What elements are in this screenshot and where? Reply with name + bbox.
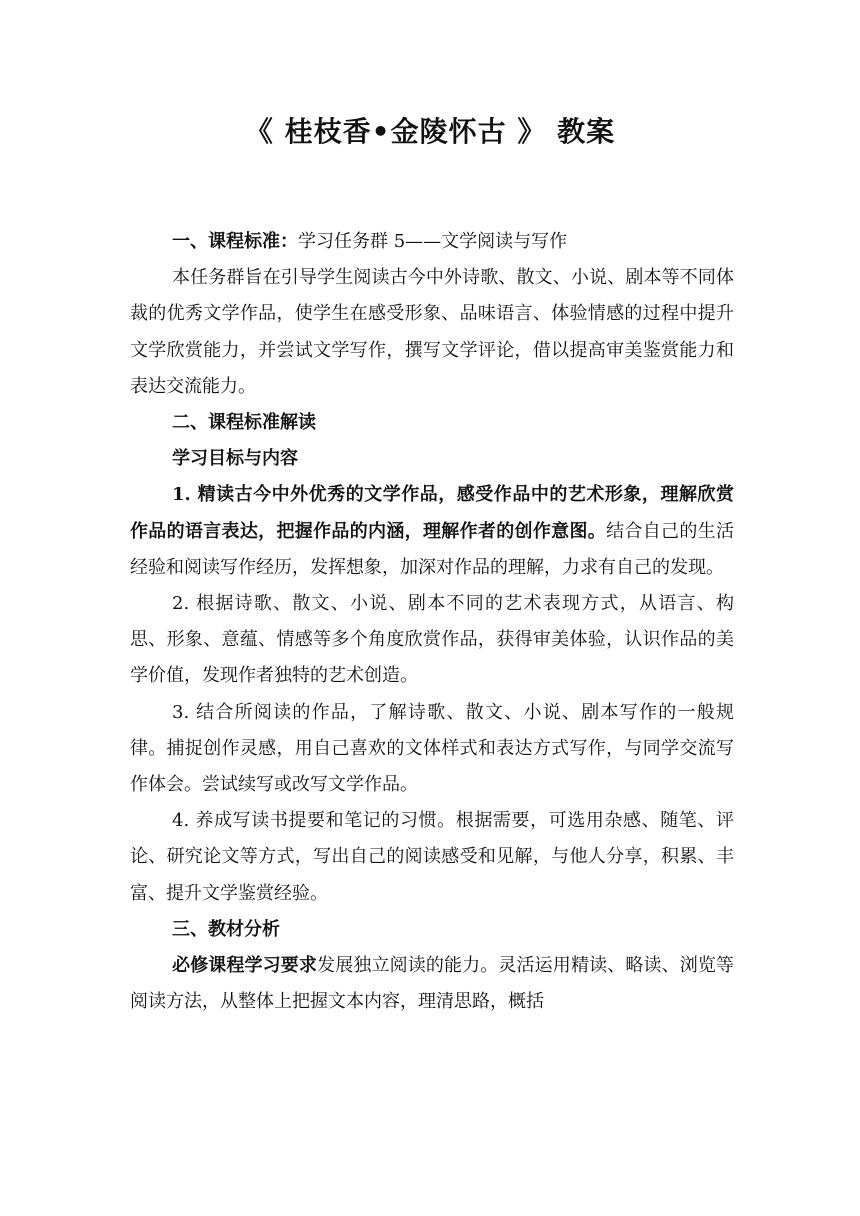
section3-lead-rest: 发展独立阅读的能力。灵活运用精读、略读、浏览等阅读方法，从整体上把握文本内容，理清思路，概括 (130, 955, 735, 1013)
item1-bold-text: 1. 精读古今中外优秀的文学作品，感受作品中的艺术形象，理解欣赏作品的语言表达，把握作品的内涵，理解作者的创作意图。 (130, 484, 734, 542)
section2-item-3: 3. 结合所阅读的作品，了解诗歌、散文、小说、剧本写作的一般规律。捕捉创作灵感，用自己喜欢的文体样式和表达方式写作，与同学交流写作体会。尝试续写或改写文学作品。 (130, 701, 734, 796)
document-body (130, 224, 734, 1020)
section3-heading: 三、教材分析 (172, 918, 280, 940)
section1-heading-rest: 学习任务群 5——文学阅读与写作 (298, 231, 568, 252)
section2-heading: 二、课程标准解读 (172, 412, 316, 434)
section1-heading: 一、课程标准： (172, 231, 298, 252)
section2-item-2: 2. 根据诗歌、散文、小说、剧本不同的艺术表现方式，从语言、构思、形象、意蕴、情感等多个角度欣赏作品，获得审美体验，认识作品的美学价值，发现作者独特的艺术创造。 (130, 593, 734, 687)
section3-paragraph (130, 948, 734, 1020)
section2-subheading: 学习目标与内容 (172, 448, 298, 470)
section3-lead-bold: 必修课程学习要求 (172, 955, 318, 977)
document-title: 《 桂枝香•金陵怀古 》 教案 (244, 115, 616, 148)
section2-item-1 (130, 477, 734, 586)
item1-rest-text: 结合自己的生活经验和阅读写作经历，发挥想象，加深对作品的理解，力求有自己的发现。 (130, 520, 734, 578)
section1-heading-line (130, 224, 734, 260)
section2-item-4: 4. 养成写读书提要和笔记的习惯。根据需要，可选用杂感、随笔、评论、研究论文等方式，写出自己的阅读感受和见解，与他人分享，积累、丰富、提升文学鉴赏经验。 (130, 810, 734, 904)
section1-paragraph: 本任务群旨在引导学生阅读古今中外诗歌、散文、小说、剧本等不同体裁的优秀文学作品，使学生在感受形象、品味语言、体验情感的过程中提升文学欣赏能力，并尝试文学写作，撰写文学评论，借以提高审美鉴赏能力和表达交流能力。 (130, 267, 734, 397)
